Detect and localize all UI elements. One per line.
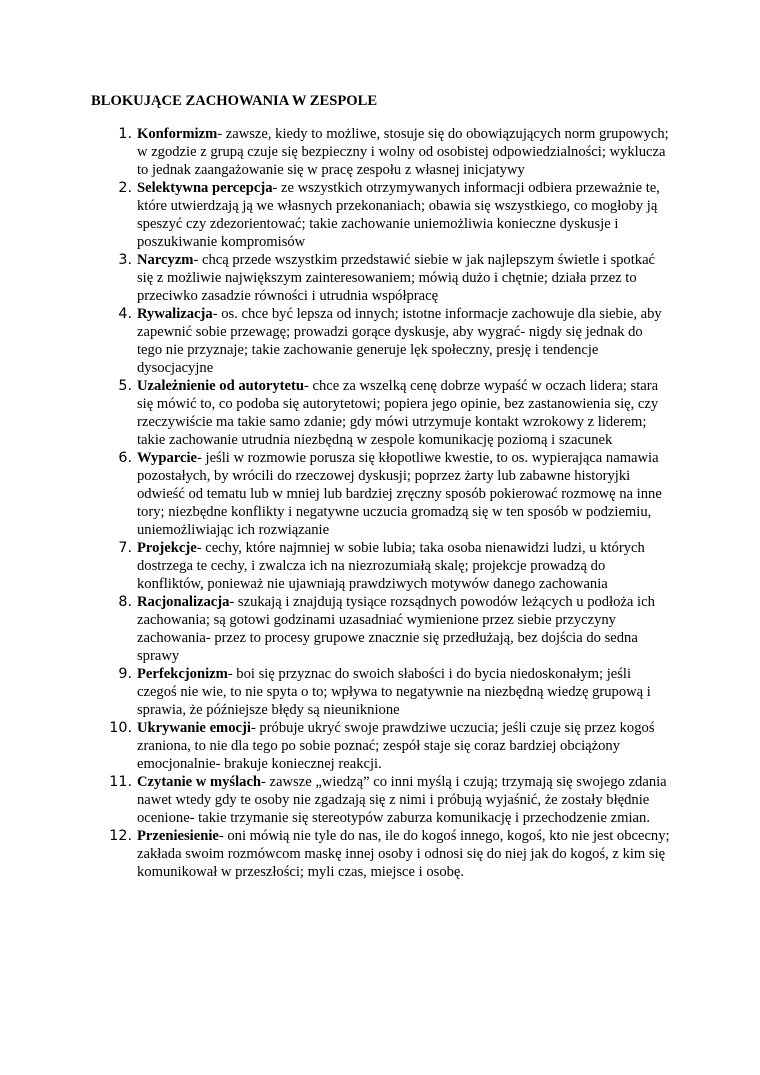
list-item [0,773,671,827]
list-number: 10. [109,720,132,736]
list-item [0,125,671,179]
item-term: Narcyzm [137,252,194,268]
list-number: 3. [118,252,132,268]
list-number: 6. [118,450,132,466]
blocking-behaviors-list [0,125,760,881]
list-item [0,251,671,305]
list-item [0,377,671,449]
item-description: - os. chce być lepsza od innych; istotne informacje zachowuje dla siebie, aby zapewnić sobie przewagę; prowadzi gorące dyskusje, aby wygrać- nigdy się jednak do tego nie przyznaje; takie zachowanie generuje lęk społeczny, presję i tendencje dysocjacyjne [137,306,662,376]
item-term: Przeniesienie [137,828,219,844]
item-description: - jeśli w rozmowie porusza się kłopotliwe kwestie, to os. wypierająca namawia pozostałych, by wrócili do rzeczowej dyskusji; poprzez żarty lub zabawne historyjki odwieść od tematu lub w mniej lub bardziej zręczny sposób pokierować rozmowę na inne tory; niezbędne konflikty i negatywne uczucia gromadzą się w ten sposób w podziemiu, uniemożliwiając ich rozwiązanie [137,450,662,538]
list-item [0,305,671,377]
item-term: Racjonalizacja [137,594,230,610]
item-description: - zawsze, kiedy to możliwe, stosuje się do obowiązujących norm grupowych; w zgodzie z grupą czuje się bezpieczny i wolny od osobistej odpowiedzialności; wyklucza to jednak zaangażowanie się w pracę zespołu z własnej inicjatywy [137,126,669,178]
list-item [0,827,671,881]
item-term: Czytanie w myślach [137,774,262,790]
item-term: Ukrywanie emocji [137,720,251,736]
item-term: Perfekcjonizm [137,666,228,682]
item-description: - ze wszystkich otrzymywanych informacji odbiera przeważnie te, które utwierdzają ją we własnych przekonaniach; obawia się wszystkiego, co mogłoby ją speszyć czy zdezorientować; takie zachowanie uniemożliwia konieczne dyskusje i poszukiwanie kompromisów [137,180,660,250]
list-item [0,539,671,593]
list-number: 7. [118,540,132,556]
list-item [0,449,671,539]
item-description: - chce za wszelką cenę dobrze wypaść w oczach lidera; stara się mówić to, co podoba się autorytetowi; popiera jego opinie, bez zastanowienia się, czy rzeczywiście ma takie samo zdanie; gdy mówi utrzymuje kontakt wzrokowy z liderem; takie zachowanie utrudnia niezbędną w zespole komunikację poziomą i szacunek [137,378,659,448]
list-number: 1. [118,126,132,142]
item-description: - próbuje ukryć swoje prawdziwe uczucia; jeśli czuje się przez kogoś zraniona, to nie dla tego po sobie poznać; zespół staje się coraz bardziej obciążony emocjonalnie- brakuje koniecznej reakcji. [137,720,655,772]
item-term: Konformizm [137,126,218,142]
item-term: Selektywna percepcja [137,180,273,196]
list-number: 8. [118,594,132,610]
list-number: 11. [109,774,132,790]
item-term: Uzależnienie od autorytetu [137,378,304,394]
list-number: 4. [118,306,132,322]
item-description: - chcą przede wszystkim przedstawić siebie w jak najlepszym świetle i spotkać się z możliwie największym zainteresowaniem; mówią dużo i chętnie; działa przez to przeciwko zasadzie równości i utrudnia współpracę [137,252,656,304]
list-item [0,719,671,773]
list-number: 12. [109,828,132,844]
list-number: 5. [118,378,132,394]
document-title: BLOKUJĄCE ZACHOWANIA W ZESPOLE [91,93,378,109]
list-number: 2. [118,180,132,196]
list-item [0,665,671,719]
item-description: - szukają i znajdują tysiące rozsądnych powodów leżących u podłoża ich zachowania; są gotowi godzinami uzasadniać wymienione przez siebie przyczyny zachowania- przez to procesy grupowe znacznie się przedłużają, bez dojścia do sedna sprawy [137,594,655,664]
list-number: 9. [118,666,132,682]
item-description: - cechy, które najmniej w sobie lubia; taka osoba nienawidzi ludzi, u których dostrzega te cechy, i zwalcza ich na niezrozumiałą skalę; projekcje prowadzą do konfliktów, ponieważ nie ujawniają prawdziwych motywów danego zachowania [137,540,645,592]
item-term: Projekcje [137,540,197,556]
list-item [0,179,671,251]
item-term: Rywalizacja [137,306,213,322]
item-description: - oni mówią nie tyle do nas, ile do kogoś innego, kogoś, kto nie jest obcecny; zakłada swoim rozmówcom maskę innej osoby i odnosi się do niej jak do kogoś, z kim się komunikował w przeszłości; myli czas, miejsce i osobę. [137,828,670,880]
item-description: - boi się przyznac do swoich słabości i do bycia niedoskonałym; jeśli czegoś nie wie, to nie spyta o to; wpływa to negatywnie na niezbędną wiedzę grupową i sprawia, że późniejsze błędy są nieuniknione [137,666,651,718]
item-description: - zawsze „wiedzą” co inni myślą i czują; trzymają się swojego zdania nawet wtedy gdy te osoby nie zgadzają się z nimi i próbują wyjaśnić, że zostały błędnie ocenione- takie trzymanie się stereotypów zaburza komunikację i przechodzenie zmian. [137,774,667,826]
list-item [0,593,671,665]
item-term: Wyparcie [137,450,197,466]
